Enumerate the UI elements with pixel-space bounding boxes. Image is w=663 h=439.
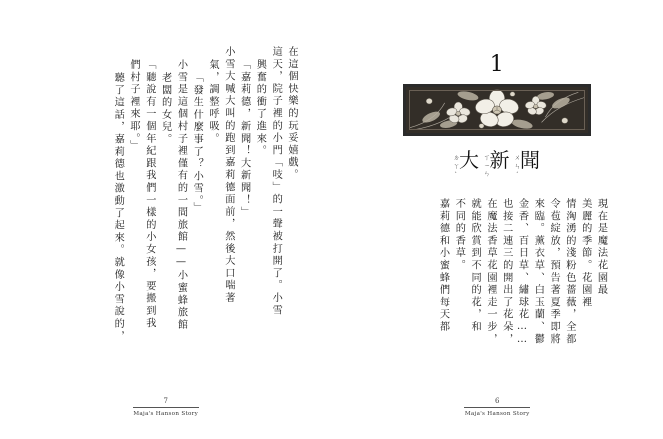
text-column: 也接二連三的開出了花朵， — [500, 198, 512, 346]
text-column: 令苞綻放，預告著夏季即將 — [548, 198, 560, 346]
chapter-title-base: 聞 — [520, 148, 542, 172]
footer-rule — [464, 407, 530, 408]
right-page-body-text — [356, 198, 606, 378]
text-column: 在魔法香草花園裡走一步， — [484, 198, 496, 346]
text-column: 小雪是這個村子裡僅有的一間旅館——小蜜蜂旅館 — [175, 59, 187, 332]
series-footer-text: Maja's Hanson Story — [133, 411, 199, 417]
page-number: 6 — [495, 397, 500, 405]
text-column: 「嘉莉德，新聞！大新聞！」 — [238, 59, 250, 219]
text-column: 聽了這話，嘉莉德也激動了起來。就像小雪說的， — [112, 72, 124, 343]
chapter-title-base: 大 — [459, 148, 481, 172]
right-page-footer — [332, 397, 663, 417]
text-column: 在這個快樂的玩妥嬉戲。 — [286, 46, 297, 182]
chapter-title-ruby: ㄉㄚˋ — [452, 154, 460, 181]
left-page-body-text — [36, 46, 296, 376]
illustration-inner-frame — [409, 90, 585, 130]
text-column: 情洶湧的淺粉色薔薇，全都 — [563, 198, 575, 346]
text-column: 嘉莉德和小蜜蜂們每天都 — [437, 198, 449, 334]
chapter-number: 1 — [489, 52, 505, 77]
flower-woodcut-panel — [403, 84, 591, 136]
text-column: 不同的香草。 — [453, 198, 465, 272]
page-number: 7 — [163, 397, 168, 405]
chapter-title — [453, 150, 543, 181]
chapter-title-char — [453, 150, 482, 181]
series-footer-text: Maja's Hanson Story — [464, 411, 530, 417]
text-column: 就能欣賞到不同的花，和 — [469, 198, 481, 334]
text-column: 「聽說有一個年紀跟我們一樣的小女孩，要搬到我 — [143, 59, 155, 330]
chapter-title-char — [483, 150, 512, 181]
right-page — [332, 0, 663, 439]
text-column: 「發生什麼事了？小雪。」 — [191, 72, 203, 215]
text-column: 金香、百日草、繡球花…… — [516, 198, 528, 348]
text-column: 這天，院子裡的小門「吱」的一聲被打開了。小雪 — [270, 46, 282, 317]
text-column: 興奮的衝了進來。 — [254, 59, 266, 158]
footer-rule — [133, 407, 199, 408]
chapter-title-char — [514, 150, 543, 181]
text-column: 美麗的季節。花園裡 — [579, 198, 591, 309]
text-column: 小雪大喊大叫的跑到嘉莉德面前，然後大口喘著 — [222, 46, 234, 305]
chapter-title-base: 新 — [489, 148, 512, 172]
text-column: 現在是魔法花園最 — [595, 198, 607, 297]
chapter-title-ruby: ㄨㄣˊ — [513, 154, 521, 181]
text-column: 來臨。薰衣草、白玉蘭、鬱 — [532, 198, 544, 346]
left-page-footer — [0, 397, 332, 417]
chapter-title-ruby: ㄒㄧㄣ — [482, 154, 491, 179]
text-column: 氣，調整呼吸。 — [207, 59, 219, 146]
text-column: 老闆的女兒。 — [159, 72, 171, 146]
text-column: 們村子裡來耶。」 — [128, 59, 140, 153]
